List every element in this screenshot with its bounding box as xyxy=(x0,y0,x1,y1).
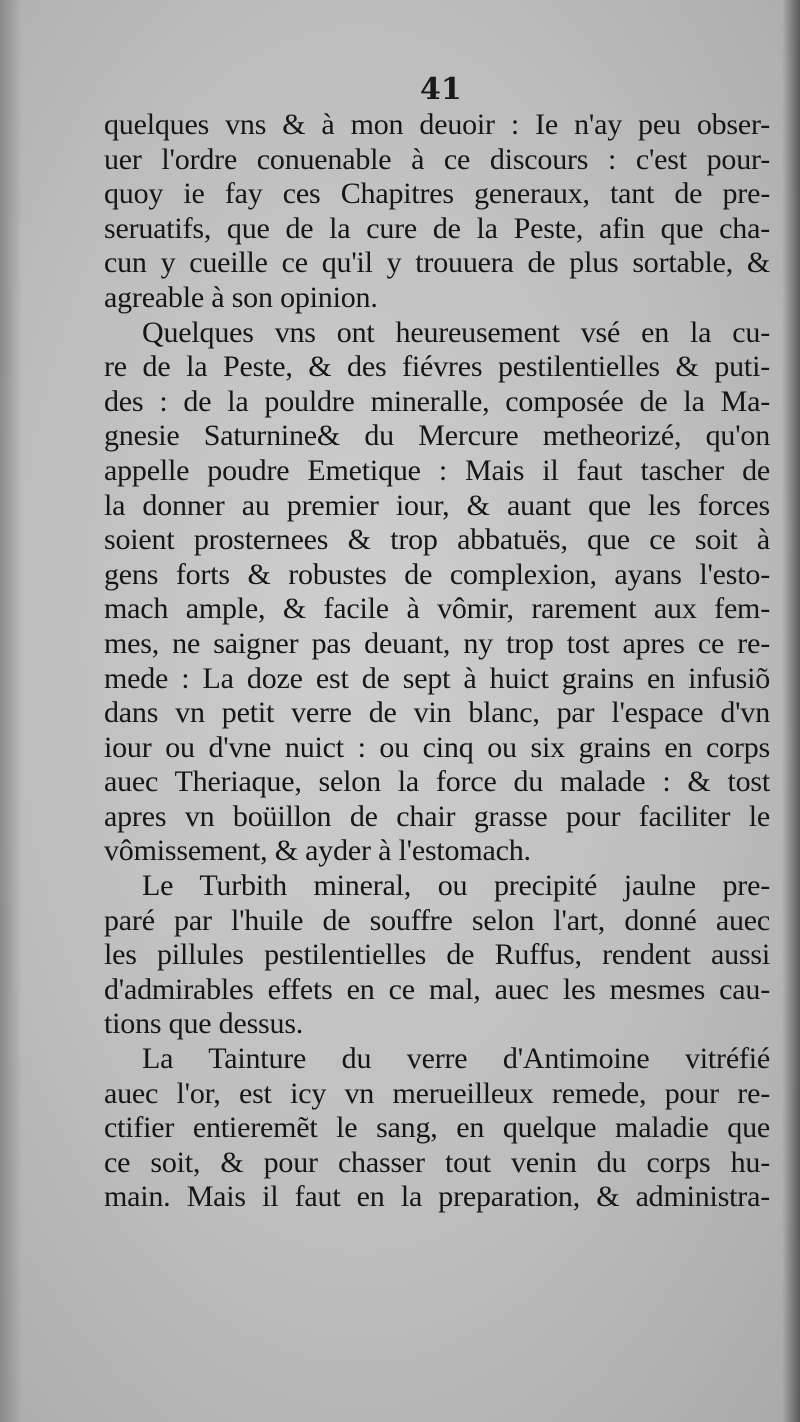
text-line: main. Mais il faut en la preparation, & administra- xyxy=(104,1180,770,1214)
text-line: soient prosternees & trop abbatuës, que ce soit à xyxy=(104,523,770,557)
binding-shadow xyxy=(0,0,22,1422)
text-line: seruatifs, que de la cure de la Peste, afin que cha- xyxy=(104,211,770,245)
text-line: auec Theriaque, selon la force du malade : & tost xyxy=(104,765,770,799)
text-line: paré par l'huile de souffre selon l'art, donné auec xyxy=(104,903,770,937)
text-line: des : de la pouldre mineralle, composée de la Ma- xyxy=(104,384,770,418)
text-line: vômissement, & ayder à l'estomach. xyxy=(104,834,531,868)
text-line: mes, ne saigner pas deuant, ny trop tost apres ce re- xyxy=(104,626,770,660)
text-line: gnesie Saturnine& du Mercure metheorizé, qu'on xyxy=(104,419,770,453)
paragraph-start-line: Quelques vns ont heureusement vsé en la cu- xyxy=(142,315,770,349)
text-line: mach ample, & facile à vômir, rarement aux fem- xyxy=(104,592,770,626)
text-line: dans vn petit verre de vin blanc, par l'espace d'vn xyxy=(104,696,770,730)
text-line: cun y cueille ce qu'il y trouuera de plus sortable, & xyxy=(104,246,770,280)
text-line: appelle poudre Emetique : Mais il faut tascher de xyxy=(104,453,770,487)
text-line: re de la Peste, & des fiévres pestilentielles & puti- xyxy=(104,350,770,384)
paragraph-start-line: Le Turbith mineral, ou precipité jaulne pre- xyxy=(142,869,770,903)
text-line: mede : La doze est de sept à huict grains en infusiõ xyxy=(104,661,770,695)
body-text xyxy=(104,108,770,1215)
text-line: la donner au premier iour, & auant que les forces xyxy=(104,488,770,522)
page-number: 41 xyxy=(420,72,462,107)
text-line: iour ou d'vne nuict : ou cinq ou six grains en corps xyxy=(104,730,770,764)
text-line: quoy ie fay ces Chapitres generaux, tant de pre- xyxy=(104,177,770,211)
text-line: ce soit, & pour chasser tout venin du corps hu- xyxy=(104,1145,770,1179)
text-line: quelques vns & à mon deuoir : Ie n'ay peu obser- xyxy=(104,108,770,141)
text-line: agreable à son opinion. xyxy=(104,280,378,314)
text-line: tions que dessus. xyxy=(104,1007,304,1041)
paragraph-start-line: La Tainture du verre d'Antimoine vitréfié xyxy=(142,1042,770,1076)
text-line: d'admirables effets en ce mal, auec les mesmes cau- xyxy=(104,972,770,1006)
text-line: les pillules pestilentielles de Ruffus, rendent aussi xyxy=(104,938,770,972)
text-line: gens forts & robustes de complexion, ayans l'esto- xyxy=(104,557,770,591)
text-line: uer l'ordre conuenable à ce discours : c'est pour- xyxy=(104,142,770,176)
text-line: apres vn boüillon de chair grasse pour faciliter le xyxy=(104,799,770,833)
text-line: auec l'or, est icy vn merueilleux remede, pour re- xyxy=(104,1076,770,1110)
text-line: ctifier entieremẽt le sang, en quelque maladie que xyxy=(104,1111,770,1145)
page-edge-shadow xyxy=(782,0,800,1422)
